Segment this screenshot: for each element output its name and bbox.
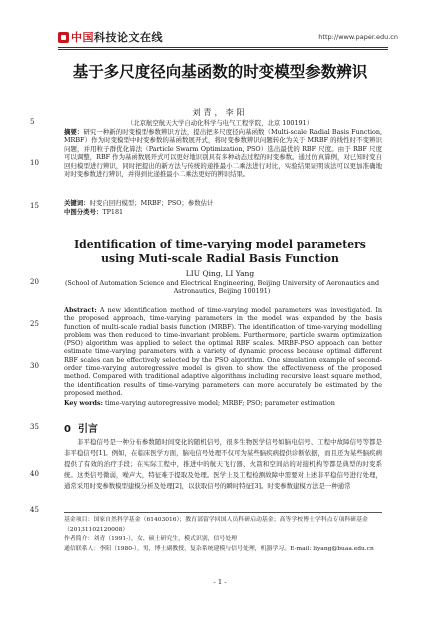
site-url-link[interactable]: http://www.paper.edu.cn <box>318 33 398 41</box>
section-title: 引言 <box>77 424 98 435</box>
footnote-contact: 通信联系人：李阳（1980-），男，博士副教授，复杂系统建模与信号处理，机器学习。E-mail: liyang@buaa.edu.cn <box>64 545 374 552</box>
logo-text-part2: 科技论文在线 <box>94 31 163 44</box>
footnote-divider <box>64 512 382 513</box>
abstract-en-text: A new identification method of time-varying model parameters was investigated. In the proposed approach, time-varying parameters in the model was expanded by the basis function of multi-scale radial basis function (MRBF). The identification of time-varying modelling problem was then reduced to time-invariant problem. Furthermore, particle swarm optimization (PSO) algorithm was applied to select the optimal RBF scales. MRBF-PSO appoach can better estimate time-varying parameters with a variety of dynamic process because optimal different RBF scales can be effectively selected by the PSO algorithm. One simulation example of second-order time-varying autoregressive model is given to show the effectiveness of the proposed method. Compared with traditional adaptive algorithms including recursive least square method, the identification results of time-varying parameters can more accurately be estimated by the proposed method. <box>64 306 382 397</box>
abstract-cn <box>64 128 382 178</box>
footnote-funding: 基金项目：国家自然科学基金（61403016）；教育部留学回国人员科研启动基金；高等学校博士学科点专项科研基金（20131102120008） <box>64 517 368 533</box>
keywords-cn-label: 关键词： <box>64 199 90 207</box>
logo-icon <box>58 32 69 43</box>
line-number: 15 <box>30 202 39 210</box>
keywords-cn-text: 时变自回归模型；MRBF；PSO；参数估计 <box>89 199 214 207</box>
abstract-en-label: Abstract: <box>64 306 97 314</box>
footnote-author-bio: 作者简介：刘青（1991-），女，硕士研究生，模式识别，信号处理 <box>64 536 238 543</box>
abstract-cn-label: 摘要： <box>64 128 84 136</box>
line-number: 35 <box>30 423 39 431</box>
clc-text: TP181 <box>102 208 124 216</box>
clc-number <box>64 208 382 216</box>
keywords-cn <box>64 199 382 207</box>
authors-cn: 刘青，李阳 <box>192 108 248 117</box>
paper-title-en: Identification of time-varying model parameters using Muti-scale Radial Basis Function <box>74 238 366 265</box>
abstract-cn-text: 研究一种新的时变模型参数辨识方法，提出把多尺度径向基函数（Multi-scale Radial Basis Function, MRBF）作为时变模型中时变参数的基函数展开式，将时变参数辨识问题转化为关于 MRBF 的线性时不变辨识问题，并用粒子群优化算法（Particle Swarm Optimization, PSO）选出最优的 RBF 尺度。由于 RBF 尺度可以调整，RBF 作为基函数展开式可以更好地识别具有多种动态过程的时变参数。通过仿真算例，对已知时变自回归模型进行辨识，同时把提出的新方法与传统的递推最小二乘法进行对比，实验结果证明该法可以更加准确地对时变参数进行辨识，并得到比递推最小二乘法更好的辨识结果。 <box>64 128 383 179</box>
keywords-en-label: Key words: <box>64 399 103 407</box>
header-rule-bottom <box>58 49 388 50</box>
line-number: 30 <box>30 362 39 370</box>
section-number: 0 <box>64 424 71 435</box>
paper-title-cn: 基于多尺度径向基函数的时变模型参数辨识 <box>72 63 368 81</box>
line-number: 40 <box>30 470 39 478</box>
keywords-en-text: time-varying autoregressive model; MRBF; PSO; parameter estimation <box>105 399 335 407</box>
page-header <box>58 30 398 46</box>
clc-label: 中图分类号： <box>64 208 103 216</box>
line-number: 20 <box>30 278 39 286</box>
line-number: 25 <box>30 320 39 328</box>
authors-en: LIU Qing, LI Yang <box>185 269 255 278</box>
section-heading <box>64 420 98 435</box>
abstract-en <box>64 306 382 397</box>
logo-text-part1: 中国 <box>71 31 94 44</box>
footnotes <box>64 516 382 554</box>
header-rule-top <box>58 47 388 48</box>
line-number: 5 <box>30 118 35 126</box>
site-logo[interactable] <box>58 30 163 44</box>
intro-paragraph: 非平稳信号是一种分布参数随时间变化的随机信号，很多生物医学信号如脑电信号、工程中故障信号等都是非平稳信号[1]。例如，在临床医学方面，脑电信号处理不仅可为某些脑疾病提供诊断依据，而且还为某些脑疾病提供了有效的治疗手段；在实际工程中，推进中的航天飞行器、火箭和空间站的对接机构等都是典型的时变系统。这类信号微弱，噪声大，特征难于提取及处理。医学上及工程检测故障中需要对上述非平稳信号进行处理，通常采用时变参数模型建模分析及处理[2]，以获取信号的瞬时特征[3]。时变参数建模方法是一种通常 <box>64 438 382 491</box>
line-number: 45 <box>30 506 39 514</box>
affiliation-en: (School of Automation Science and Electrical Engineering, Beijing University of Aeronautics and Astronautics, Beijing 100191) <box>64 279 380 296</box>
affiliation-cn: （北京航空航天大学自动化科学与电气工程学院，北京 100191） <box>126 119 314 127</box>
keywords-en <box>64 399 382 407</box>
page-number: - 1 - <box>213 578 227 586</box>
line-number: 10 <box>30 159 39 167</box>
